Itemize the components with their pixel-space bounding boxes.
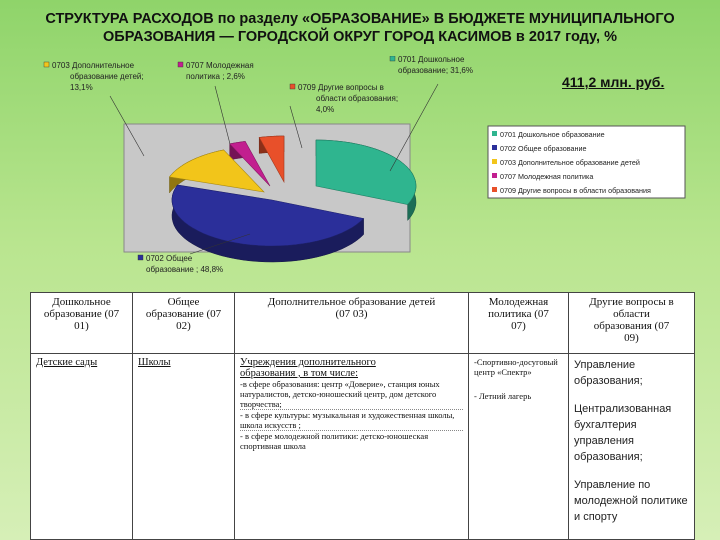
cell-youth-policy	[469, 354, 569, 540]
pie-chart-svg	[40, 56, 690, 286]
legend-item-0707: 0707 Молодежная политика	[500, 172, 594, 181]
data-label-0702: 0702 Общее	[146, 254, 193, 263]
data-label-0702: образование ; 48,8%	[146, 265, 224, 274]
header-cell-0707: Молодежная политика (07 07)	[469, 293, 569, 354]
data-label-0709: 0709 Другие вопросы в	[298, 83, 384, 92]
header-cell-0702: Общее образование (07 02)	[133, 293, 235, 354]
cell-schools: Школы	[133, 354, 235, 540]
title-line-1: СТРУКТУРА РАСХОДОВ по разделу «ОБРАЗОВАНИЕ» В БЮДЖЕТЕ МУНИЦИПАЛЬНОГО	[45, 11, 675, 27]
legend-swatch-0707	[492, 173, 497, 178]
table-header-row	[31, 293, 695, 354]
legend-swatch-0701	[492, 131, 497, 136]
expense-table	[30, 292, 694, 540]
data-label-0701: образование; 31,6%	[398, 66, 473, 75]
label-marker-0707	[178, 62, 183, 67]
table-row	[31, 354, 695, 540]
data-label-0703: 0703 Дополнительное	[52, 61, 135, 70]
legend-item-0709: 0709 Другие вопросы в области образования	[500, 186, 651, 195]
data-label-0703: образование детей;	[70, 72, 144, 81]
data-label-0709: 4,0%	[316, 105, 335, 114]
cell-kindergartens: Детские сады	[31, 354, 133, 540]
additional-education-item: - в сфере молодежной политики: детско-юношеская спортивная школа	[240, 431, 429, 451]
cell-additional-education: Учреждения дополнительного образования , в том числе: -в сфере образования: центр «Доверие», станция юных натуралистов, детско-юношеский центр, дом детского творчества; - в сфере культуры: музыкальная и художественная школы, школа искусств ; - в сфере молодежной политики: детско-юношеская спортивная школа	[235, 354, 469, 540]
data-label-0709: области образования;	[316, 94, 399, 103]
legend-item-0702: 0702 Общее образование	[500, 144, 587, 153]
data-label-0703: 13,1%	[70, 83, 93, 92]
legend-item-0701: 0701 Дошкольное образование	[500, 130, 605, 139]
data-label-0707: 0707 Молодежная	[186, 61, 254, 70]
data-label-0707: политика ; 2,6%	[186, 72, 245, 81]
additional-education-item: -в сфере образования: центр «Доверие», станция юных натуралистов, детско-юношеский центр, дом детского творчества;	[240, 379, 463, 410]
cell-other-education	[569, 354, 695, 540]
label-marker-0703	[44, 62, 49, 67]
legend-swatch-0709	[492, 187, 497, 192]
total-amount: 411,2 млн. руб.	[562, 74, 665, 90]
other-education-item: Централизованная бухгалтерия управления образования;	[574, 403, 672, 463]
additional-education-item: - в сфере культуры: музыкальная и художественная школы, школа искусств ;	[240, 410, 463, 431]
youth-policy-item: -Спортивно-досуговый центр «Спектр»	[474, 357, 558, 377]
title-line-2: ОБРАЗОВАНИЯ — ГОРОДСКОЙ ОКРУГ ГОРОД КАСИМОВ в 2017 году, %	[103, 29, 617, 45]
header-cell-0709: Другие вопросы в области образования (07 09)	[569, 293, 695, 354]
legend-item-0703: 0703 Дополнительное образование детей	[500, 158, 640, 167]
pie-chart	[40, 56, 690, 286]
legend-swatch-0703	[492, 159, 497, 164]
header-cell-0701: Дошкольное образование (07 01)	[31, 293, 133, 354]
label-marker-0702	[138, 255, 143, 260]
label-marker-0709	[290, 84, 295, 89]
data-label-0701: 0701 Дошкольное	[398, 56, 465, 64]
other-education-item: Управление по молодежной политике и спорту	[574, 479, 688, 523]
label-marker-0701	[390, 56, 395, 61]
youth-policy-item: - Летний лагерь	[474, 391, 532, 401]
other-education-item: Управление образования;	[574, 359, 643, 387]
header-cell-0703: Дополнительное образование детей (07 03)	[235, 293, 469, 354]
page-title	[40, 10, 680, 46]
legend-swatch-0702	[492, 145, 497, 150]
